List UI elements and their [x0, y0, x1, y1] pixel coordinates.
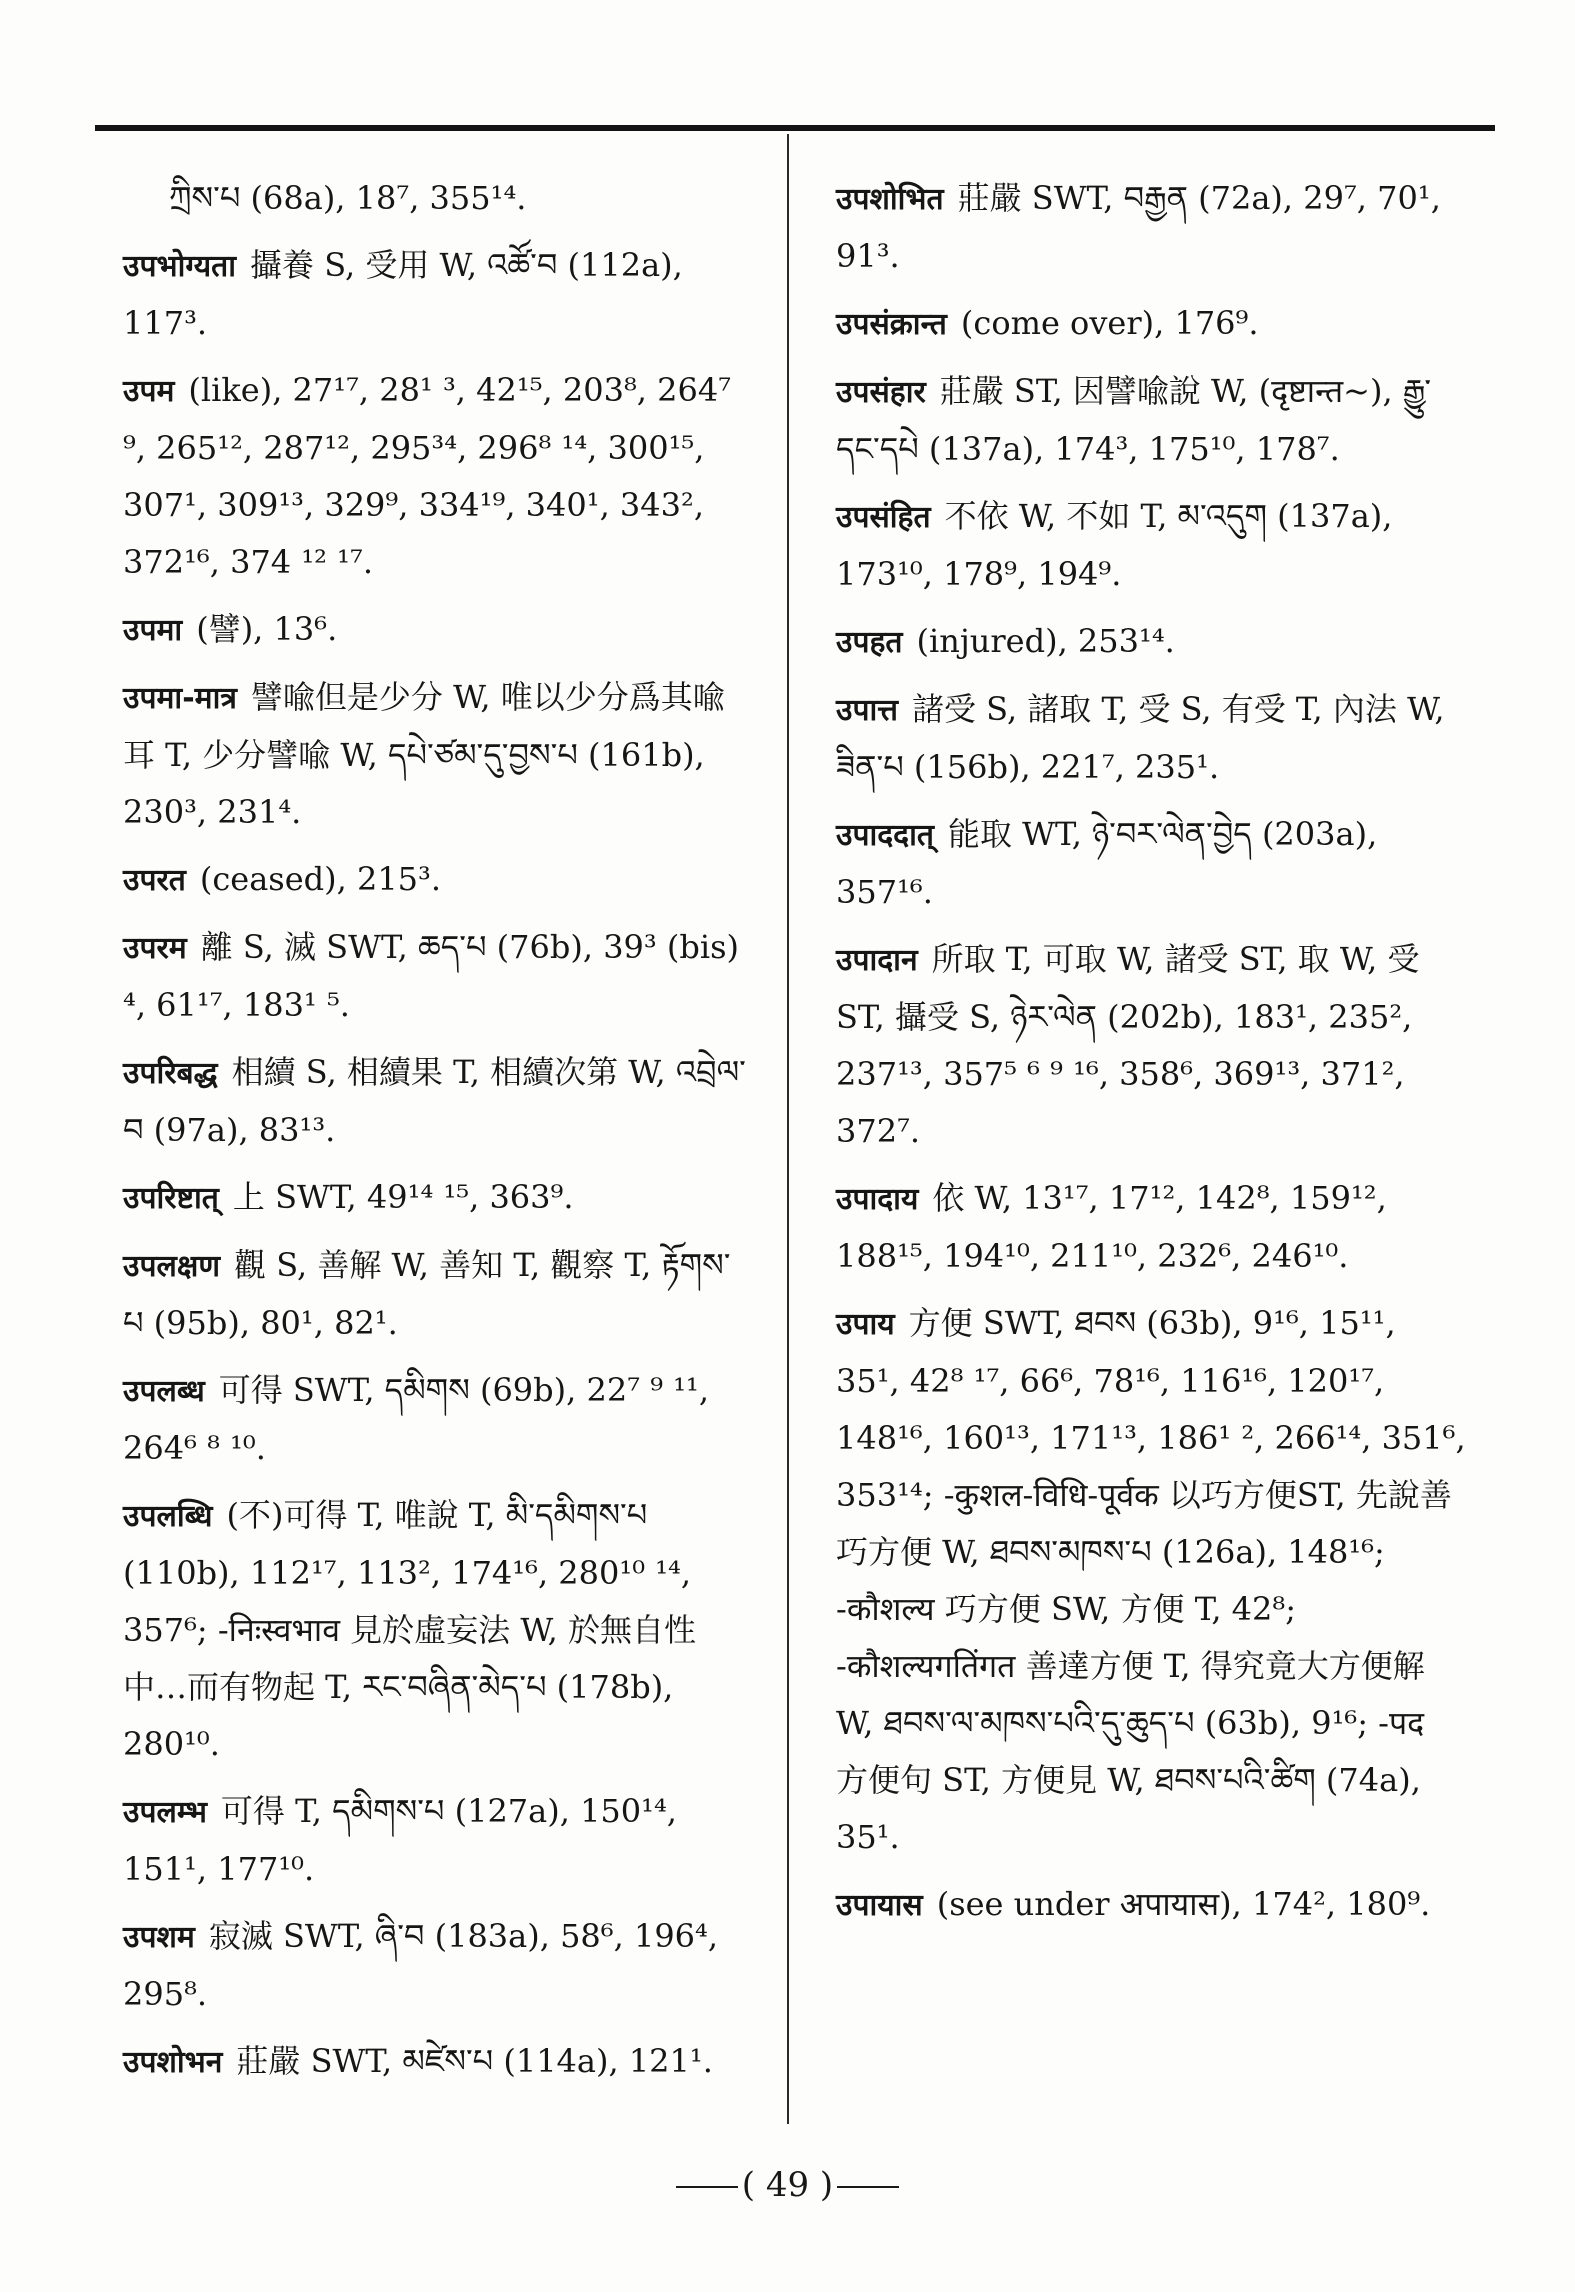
column-divider [787, 134, 789, 2124]
right-column [836, 170, 1466, 1944]
entry-headword: उपशोभित [836, 182, 944, 217]
entry-text: 上 SWT, 49¹⁴ ¹⁵, 363⁹. [232, 1178, 574, 1216]
dictionary-entry [123, 1044, 748, 1159]
entry-text: 莊嚴 ST, 因譬喩說 W, (दृष्टान्त~), རྒྱུ་དང་དཔེ (137a), 174³, 175¹⁰, 178⁷. [836, 372, 1432, 468]
entry-text: (ceased), 215³. [199, 860, 442, 898]
entry-text: (譬), 13⁶. [196, 610, 338, 648]
entry-headword: उपशम [123, 1920, 195, 1955]
dictionary-entry [836, 806, 1466, 921]
page-footer: ( 49 ) [0, 2165, 1575, 2205]
entry-text: 譬喩但是少分 W, 唯以少分爲其喩耳 T, 少分譬喩 W, དཔེ་ཙམ་དུ་བྱས་པ (161b), 230³, 231⁴. [123, 678, 725, 831]
entry-headword: उपसंहित [836, 500, 931, 535]
dictionary-entry [123, 1487, 748, 1773]
entry-text: 能取 WT, ཉེ་བར་ལེན་བྱེད (203a), 357¹⁶. [836, 815, 1378, 911]
entry-headword: उपरिबद्ध [123, 1056, 218, 1091]
entry-text: (come over), 176⁹. [960, 304, 1259, 342]
dictionary-entry [836, 363, 1466, 478]
top-rule [95, 125, 1495, 131]
entry-headword: उपायास [836, 1888, 923, 1923]
entry-headword: उपम [123, 374, 175, 409]
entry-headword: उपलब्ध [123, 1374, 205, 1409]
entry-text: ཀྲིས་པ (68a), 18⁷, 355¹⁴. [169, 179, 527, 217]
page-number: 49 [765, 2165, 810, 2205]
dictionary-entry [836, 170, 1466, 285]
dictionary-entry [836, 295, 1466, 353]
dictionary-entry [123, 669, 748, 841]
entry-headword: उपभोग्यता [123, 249, 237, 284]
entry-text: 寂滅 SWT, ཞི་བ (183a), 58⁶, 196⁴, 295⁸. [123, 1917, 719, 2013]
entry-text: 可得 T, དམིགས་པ (127a), 150¹⁴, 151¹, 177¹⁰. [123, 1792, 677, 1888]
dictionary-entry [123, 1908, 748, 2023]
dictionary-entry [123, 170, 748, 227]
entry-headword: उपादान [836, 943, 918, 978]
dictionary-entry [836, 488, 1466, 603]
dictionary-entry [836, 1170, 1466, 1285]
entry-text: (不)可得 T, 唯說 T, མི་དམིགས་པ (110b), 112¹⁷, 113², 174¹⁶, 280¹⁰ ¹⁴, 357⁶; -निःस्वभाव 見於虛妄法 W, 於無自性中…而有物起 T, རང་བཞིན་མེད་པ (178b), 280¹⁰. [123, 1496, 696, 1763]
left-column [123, 170, 748, 2101]
footer-dash-left [676, 2186, 738, 2188]
footer-dash-right [837, 2186, 899, 2188]
entry-headword: उपशोभन [123, 2045, 223, 2080]
entry-headword: उपमा-मात्र [123, 681, 237, 716]
dictionary-entry [123, 601, 748, 659]
dictionary-entry [836, 1876, 1466, 1934]
dictionary-entry [123, 362, 748, 591]
entry-headword: उपरिष्टात् [123, 1181, 219, 1216]
dictionary-entry [123, 237, 748, 352]
entry-headword: उपसंक्रान्त [836, 307, 947, 342]
entry-headword: उपरम [123, 931, 187, 966]
dictionary-entry [123, 1169, 748, 1227]
dictionary-entry [836, 931, 1466, 1160]
entry-text: 諸受 S, 諸取 T, 受 S, 有受 T, 內法 W, ཟིན་པ (156b), 221⁷, 235¹. [836, 690, 1445, 786]
entry-headword: उपाददात् [836, 818, 934, 853]
dictionary-entry [123, 851, 748, 909]
entry-text: 相續 S, 相續果 T, 相續次第 W, འབྲེལ་བ (97a), 83¹³. [123, 1053, 746, 1149]
dictionary-entry [123, 1237, 748, 1352]
dictionary-entry [123, 1362, 748, 1477]
entry-headword: उपमा [123, 613, 183, 648]
dictionary-entry [123, 2033, 748, 2091]
dictionary-entry [123, 919, 748, 1034]
dictionary-entry [836, 681, 1466, 796]
entry-headword: उपहत [836, 625, 903, 660]
entry-text: 依 W, 13¹⁷, 17¹², 142⁸, 159¹², 188¹⁵, 194¹⁰, 211¹⁰, 232⁶, 246¹⁰. [836, 1179, 1387, 1275]
entry-headword: उपात्त [836, 693, 898, 728]
entry-text: 觀 S, 善解 W, 善知 T, 觀察 T, རྟོགས་པ (95b), 80¹, 82¹. [123, 1246, 731, 1342]
dictionary-entry [123, 1783, 748, 1898]
entry-headword: उपसंहार [836, 375, 926, 410]
entry-text: 方便 SWT, ཐབས (63b), 9¹⁶, 15¹¹, 35¹, 42⁸ ¹⁷, 66⁶, 78¹⁶, 116¹⁶, 120¹⁷, 148¹⁶, 160¹³, 171¹³, 186¹ ², 266¹⁴, 351⁶, 353¹⁴; -कुशल-विधि-पूर्वक 以巧方便ST, 先說善巧方便 W, ཐབས་མཁས་པ (126a), 148¹⁶; -कौशल्य 巧方便 SW, 方便 T, 42⁸; -कौशल्यगतिंगत 善達方便 T, 得究竟大方便解 W, ཐབས་ལ་མཁས་པའི་དུ་ཆུད་པ (63b), 9¹⁶; -पद 方便句 ST, 方便見 W, ཐབས་པའི་ཚིག (74a), 35¹. [836, 1304, 1466, 1856]
entry-headword: उपलक्षण [123, 1249, 221, 1284]
entry-headword: उपलम्भ [123, 1795, 207, 1830]
entry-text: (like), 27¹⁷, 28¹ ³, 42¹⁵, 203⁸, 264⁷ ⁹, 265¹², 287¹², 295³⁴, 296⁸ ¹⁴, 300¹⁵, 307¹, 309¹³, 329⁹, 334¹⁹, 340¹, 343², 372¹⁶, 374 ¹² ¹⁷. [123, 371, 732, 581]
entry-text: 不依 W, 不如 T, མ་འདུག (137a), 173¹⁰, 178⁹, 194⁹. [836, 497, 1393, 593]
entry-text: (see under अपायास), 174², 180⁹. [936, 1885, 1431, 1923]
entry-headword: उपलब्धि [123, 1499, 213, 1534]
entry-text: 攝養 S, 受用 W, འཚོ་བ (112a), 117³. [123, 246, 683, 342]
entry-headword: उपादाय [836, 1182, 919, 1217]
entry-text: 所取 T, 可取 W, 諸受 ST, 取 W, 受 ST, 攝受 S, ཉེར་ལེན (202b), 183¹, 235², 237¹³, 357⁵ ⁶ ⁹ ¹⁶, 358⁶, 369¹³, 371², 372⁷. [836, 940, 1420, 1150]
entry-text: (injured), 253¹⁴. [916, 622, 1175, 660]
dictionary-entry [836, 1295, 1466, 1866]
entry-text: 可得 SWT, དམིགས (69b), 22⁷ ⁹ ¹¹, 264⁶ ⁸ ¹⁰. [123, 1371, 710, 1467]
entry-headword: उपरत [123, 863, 186, 898]
dictionary-entry [836, 613, 1466, 671]
entry-headword: उपाय [836, 1307, 895, 1342]
entry-text: 莊嚴 SWT, བརྒྱན (72a), 29⁷, 70¹, 91³. [836, 179, 1441, 275]
entry-text: 莊嚴 SWT, མཛེས་པ (114a), 121¹. [236, 2042, 713, 2080]
entry-text: 離 S, 滅 SWT, ཆད་པ (76b), 39³ (bis) ⁴, 61¹⁷, 183¹ ⁵. [123, 928, 740, 1024]
